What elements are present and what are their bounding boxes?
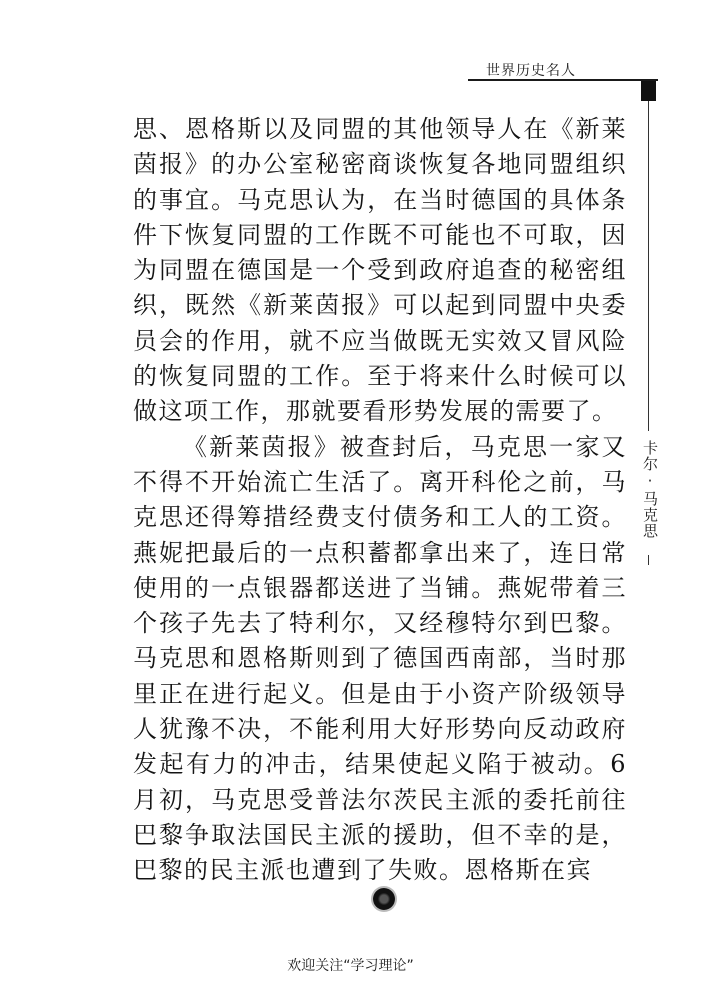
paragraph-1: 思、恩格斯以及同盟的其他领导人在《新莱茵报》的办公室秘密商谈恢复各地同盟组织的事宜。马克思认为，在当时德国的具体条件下恢复同盟的工作既不可能也不可取，因为同盟在德国是一个受到政府追查的秘密组织，既然《新莱茵报》可以起到同盟中央委员会的作用，就不应当做既无实效又冒风险的恢复同盟的工作。至于将来什么时候可以做这项工作，那就要看形势发展的需要了。 bbox=[133, 115, 627, 426]
side-margin-rule-lower bbox=[648, 555, 649, 565]
paragraph-2: 《新莱茵报》被查封后，马克思一家又不得不开始流亡生活了。离开科伦之前，马克思还得筹措经费支付债务和工人的工资。燕妮把最后的一点积蓄都拿出来了，连日常使用的一点银器都送进了当铺。燕妮带着三个孩子先去了特利尔，又经穆特尔到巴黎。马克思和恩格斯则到了德国西南部，当时那里正在进行起义。但是由于小资产阶级领导人犹豫不决，不能利用大好形势向反动政府发起有力的冲击，结果使起义陷于被动。6月初，马克思受普法尔茨民主派的委托前往巴黎争取法国民主派的援助，但不幸的是，巴黎的民主派也遭到了失败。恩格斯在宾 bbox=[133, 432, 627, 885]
body-text bbox=[133, 112, 627, 889]
side-chapter-label: 卡尔·马克思 bbox=[641, 440, 659, 539]
header-rule bbox=[468, 79, 658, 81]
corner-block-decoration bbox=[641, 81, 656, 101]
running-header-title: 世界历史名人 bbox=[486, 63, 576, 79]
page-number-ornament-icon bbox=[373, 888, 395, 910]
footer-note: 欢迎关注“学习理论” bbox=[287, 958, 414, 974]
side-margin-rule bbox=[648, 101, 649, 431]
